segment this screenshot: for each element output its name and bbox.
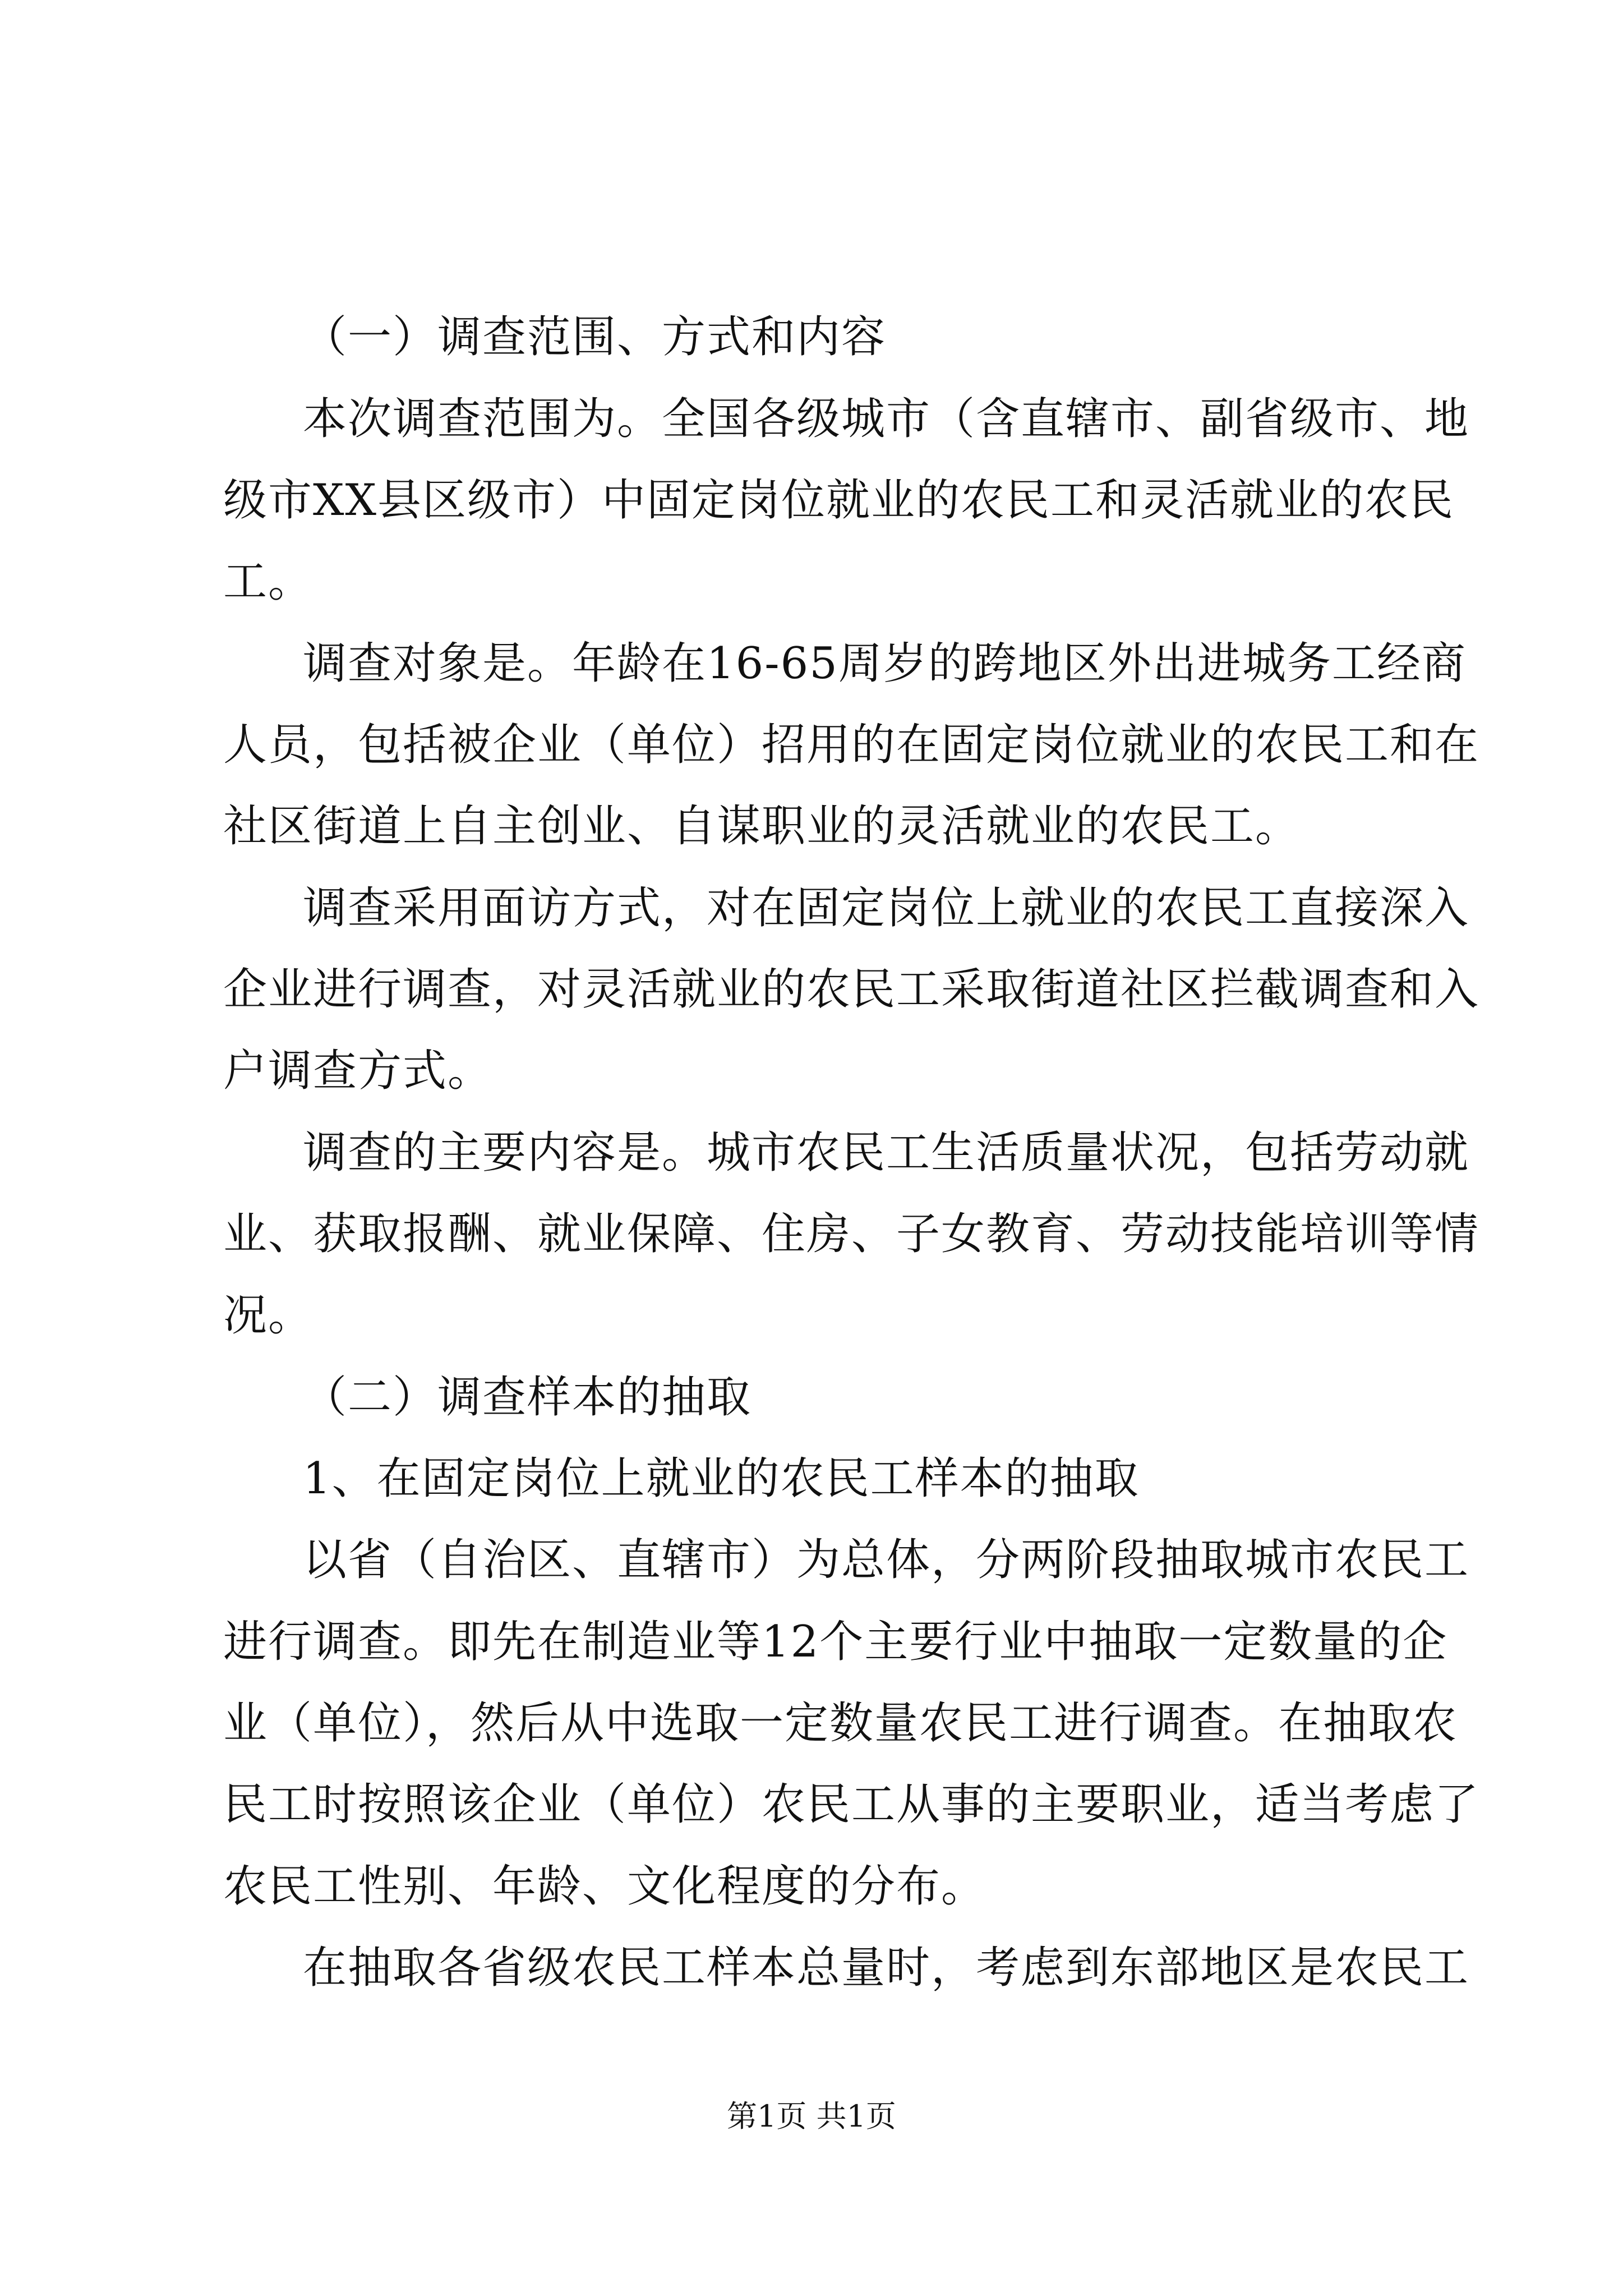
- paragraph-line: 调查的主要内容是。城市农民工生活质量状况，包括劳动就: [303, 1128, 1470, 1178]
- section-heading-2: （二）调查样本的抽取: [303, 1372, 752, 1423]
- paragraph-line: 业（单位），然后从中选取一定数量农民工进行调查。在抽取农: [223, 1698, 1458, 1749]
- paragraph-line: 在抽取各省级农民工样本总量时，考虑到东部地区是农民工: [303, 1943, 1470, 1993]
- paragraph-line: 户调查方式。: [223, 1046, 493, 1096]
- paragraph-line: 调查采用面访方式，对在固定岗位上就业的农民工直接深入: [303, 883, 1470, 933]
- paragraph-line: 本次调查范围为。全国各级城市（含直辖市、副省级市、地: [303, 394, 1470, 444]
- paragraph-line: 农民工性别、年龄、文化程度的分布。: [223, 1861, 986, 1912]
- paragraph-line: 进行调查。即先在制造业等12个主要行业中抽取一定数量的企: [223, 1617, 1448, 1667]
- paragraph-line: 况。: [223, 1290, 313, 1341]
- paragraph-line: 业、获取报酬、就业保障、住房、子女教育、劳动技能培训等情: [223, 1209, 1480, 1259]
- paragraph-line: 工。: [223, 556, 313, 607]
- paragraph-line: 企业进行调查，对灵活就业的农民工采取街道社区拦截调查和入: [223, 964, 1480, 1015]
- paragraph-line: 级市XX县区级市）中固定岗位就业的农民工和灵活就业的农民: [223, 475, 1455, 526]
- paragraph-line: 以省（自治区、直辖市）为总体，分两阶段抽取城市农民工: [303, 1535, 1470, 1585]
- paragraph-line: 调查对象是。年龄在16-65周岁的跨地区外出进城务工经商: [303, 638, 1467, 689]
- paragraph-line: 社区街道上自主创业、自谋职业的灵活就业的农民工。: [223, 801, 1301, 852]
- subsection-heading: 1、在固定岗位上就业的农民工样本的抽取: [303, 1453, 1140, 1504]
- section-heading-1: （一）调查范围、方式和内容: [303, 312, 887, 362]
- page-footer: 第1页 共1页: [727, 2099, 896, 2134]
- paragraph-line: 民工时按照该企业（单位）农民工从事的主要职业，适当考虑了: [223, 1779, 1480, 1830]
- paragraph-line: 人员，包括被企业（单位）招用的在固定岗位就业的农民工和在: [223, 720, 1480, 770]
